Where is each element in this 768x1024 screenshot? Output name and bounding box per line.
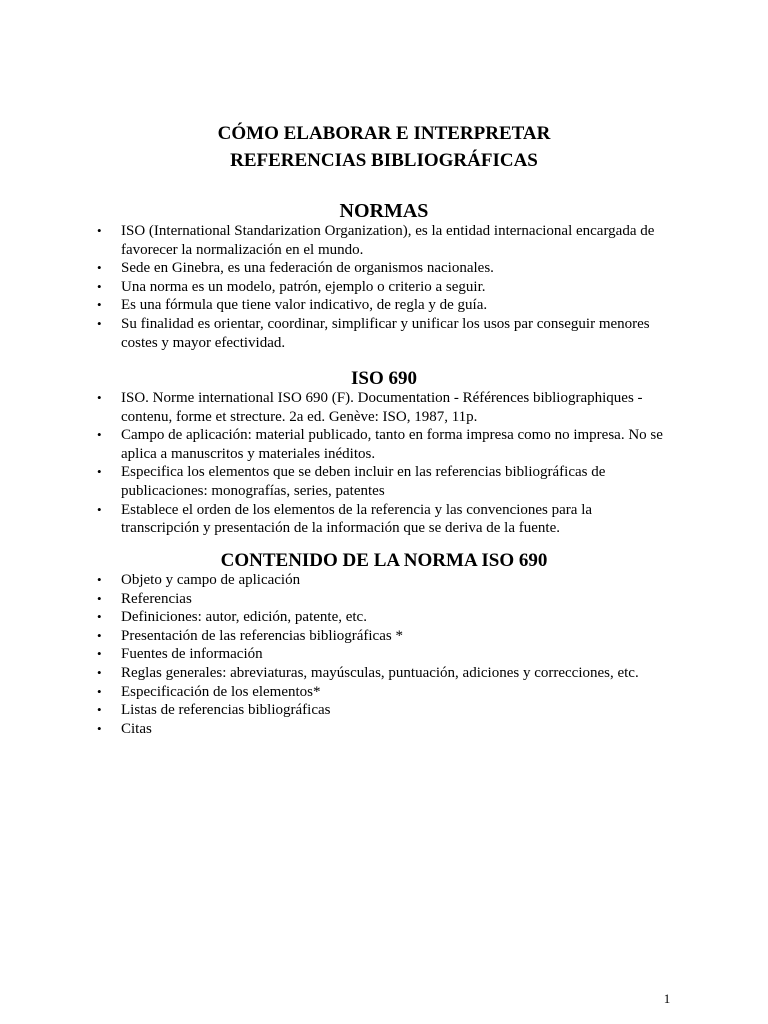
bullet-icon: • bbox=[97, 315, 102, 331]
list-item: • Campo de aplicación: material publicado, tanto en forma impresa como no impresa. No se aplica a manuscritos y materiales inéditos. bbox=[97, 427, 663, 462]
list-item: • Fuentes de información bbox=[97, 646, 263, 663]
bullet-icon: • bbox=[97, 260, 102, 276]
section-heading-contenido: CONTENIDO DE LA NORMA ISO 690 bbox=[220, 550, 548, 571]
list-item: • Su finalidad es orientar, coordinar, simplificar y unificar los usos par conseguir menores costes y mayor efectividad. bbox=[97, 315, 650, 351]
bullet-icon: • bbox=[97, 720, 102, 736]
list-item: • Una norma es un modelo, patrón, ejemplo o criterio a seguir. bbox=[97, 278, 486, 295]
title-line-2: REFERENCIAS BIBLIOGRÁFICAS bbox=[230, 150, 538, 171]
page-number: 1 bbox=[663, 991, 671, 1006]
list-item: • Objeto y campo de aplicación bbox=[97, 572, 301, 588]
bullet-icon: • bbox=[97, 627, 102, 643]
bullet-icon: • bbox=[97, 702, 102, 718]
bullet-icon: • bbox=[97, 223, 102, 238]
list-item: • Especificación de los elementos* bbox=[97, 683, 321, 700]
bullet-icon: • bbox=[97, 278, 102, 294]
bullet-icon: • bbox=[97, 427, 102, 443]
list-item: • Definiciones: autor, edición, patente, etc. bbox=[97, 609, 367, 626]
bullet-icon: • bbox=[97, 683, 102, 699]
list-item: • ISO. Norme international ISO 690 (F). Documentation - Références bibliographiques - contenu, forme et strecture. 2a ed. Genève: ISO, 1987, 11p. bbox=[97, 390, 643, 425]
list-item: • Citas bbox=[97, 720, 152, 737]
document-title bbox=[0, 120, 768, 174]
list-item: • Especifica los elementos que se deben incluir en las referencias bibliográficas de publicaciones: monografías, series, patentes bbox=[97, 464, 606, 499]
list-item: • Listas de referencias bibliográficas bbox=[97, 702, 331, 719]
list-item: • Referencias bbox=[97, 590, 192, 607]
bullet-icon: • bbox=[97, 590, 102, 606]
section-heading-iso-690: ISO 690 bbox=[351, 368, 417, 389]
bullet-icon: • bbox=[97, 464, 102, 480]
bullet-icon: • bbox=[97, 664, 102, 680]
normas-list bbox=[0, 222, 666, 352]
list-item: • ISO (International Standarization Organization), es la entidad internacional encargada de favorecer la normalización en el mundo. bbox=[97, 223, 655, 258]
title-line-1: CÓMO ELABORAR E INTERPRETAR bbox=[217, 123, 551, 144]
list-item: • Establece el orden de los elementos de la referencia y las convenciones para la transcripción y presentación de la información que se deriva de la fuente. bbox=[97, 501, 593, 537]
list-item: • Presentación de las referencias bibliográficas * bbox=[97, 627, 403, 644]
bullet-icon: • bbox=[97, 297, 102, 313]
list-item: • Sede en Ginebra, es una federación de organismos nacionales. bbox=[97, 260, 494, 277]
bullet-icon: • bbox=[97, 390, 102, 405]
iso-690-list bbox=[0, 389, 666, 538]
section-heading-normas: NORMAS bbox=[339, 200, 429, 222]
bullet-icon: • bbox=[97, 501, 102, 517]
bullet-icon: • bbox=[97, 572, 102, 587]
list-item: • Reglas generales: abreviaturas, mayúsculas, puntuación, adiciones y correcciones, etc. bbox=[97, 664, 639, 681]
bullet-icon: • bbox=[97, 609, 102, 625]
bullet-icon: • bbox=[97, 646, 102, 662]
list-item: • Es una fórmula que tiene valor indicativo, de regla y de guía. bbox=[97, 297, 488, 314]
contenido-list bbox=[0, 571, 666, 738]
